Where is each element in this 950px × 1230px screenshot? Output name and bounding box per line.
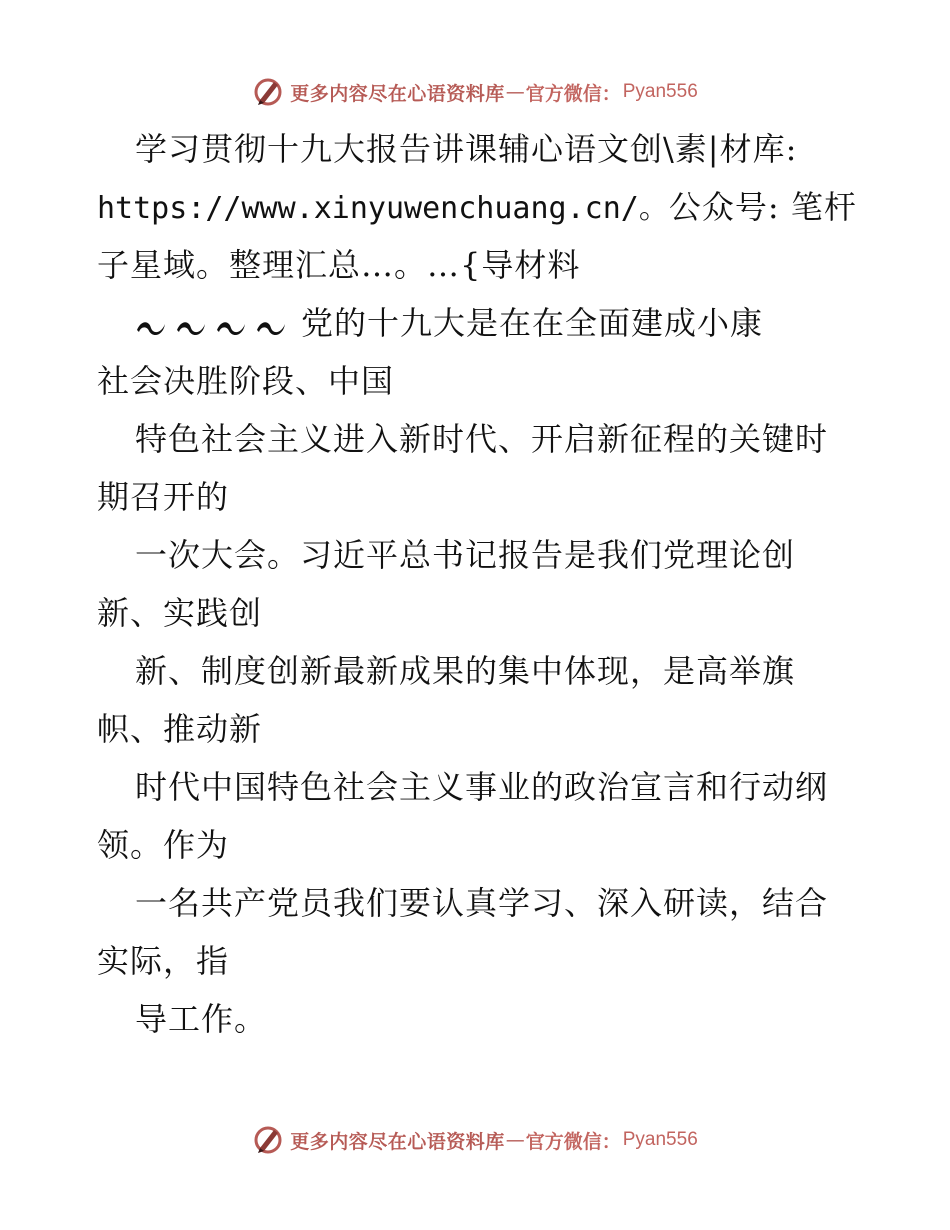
doc-text: 特色社会主义进入新时代、开启新征程的关键时	[135, 420, 829, 458]
fleuron-icon	[175, 318, 207, 338]
banner-title: 更多内容尽在心语资料库	[290, 1130, 505, 1153]
banner-wechat-label: 官方微信：	[525, 82, 621, 105]
fleuron-icon	[135, 318, 167, 338]
doc-text: 公众号: 笔杆	[668, 188, 857, 226]
header-banner	[0, 72, 950, 112]
banner-wechat-label: 官方微信：	[525, 1130, 621, 1153]
doc-line-3	[97, 236, 857, 294]
banner-title: 更多内容尽在心语资料库	[290, 82, 505, 105]
doc-text: 学习贯彻十九大报告讲课辅心语文创\素|材库:	[135, 130, 798, 168]
doc-text: 新、制度创新最新成果的集中体现，是高举旗	[135, 652, 796, 690]
fleuron-group	[135, 297, 295, 355]
doc-text: 领。作为	[97, 826, 230, 864]
doc-line-7	[97, 468, 857, 526]
doc-line-8	[97, 526, 857, 584]
doc-text: 帜、推动新	[97, 710, 263, 748]
doc-line-4	[97, 294, 857, 352]
doc-line-2	[97, 178, 857, 236]
doc-line-9	[97, 584, 857, 642]
banner-dash: —	[505, 1129, 525, 1151]
pen-circle-logo-icon	[252, 76, 284, 108]
doc-line-16	[97, 990, 857, 1048]
fleuron-icon	[215, 318, 247, 338]
footer-banner	[0, 1120, 950, 1160]
doc-line-6	[97, 410, 857, 468]
banner-wechat-id: Pyan556	[622, 1129, 698, 1150]
doc-text: 社会决胜阶段、中国	[97, 362, 395, 400]
doc-url: https://www.xinyuwenchuang.cn/。	[97, 191, 669, 226]
doc-line-15	[97, 932, 857, 990]
doc-text: 一名共产党员我们要认真学习、深入研读，结合	[135, 884, 829, 922]
doc-line-13	[97, 816, 857, 874]
pen-circle-logo-icon	[252, 1124, 284, 1156]
banner-dash: —	[505, 81, 525, 103]
doc-line-10	[97, 642, 857, 700]
doc-line-14	[97, 874, 857, 932]
doc-text: 导工作。	[135, 1000, 268, 1038]
doc-text: 子星域。整理汇总…。…{导材料	[97, 246, 581, 284]
doc-text: 一次大会。习近平总书记报告是我们党理论创	[135, 536, 796, 574]
doc-line-11	[97, 700, 857, 758]
doc-line-5	[97, 352, 857, 410]
doc-text: 期召开的	[97, 478, 230, 516]
doc-text: 新、实践创	[97, 594, 263, 632]
doc-line-12	[97, 758, 857, 816]
doc-text: 时代中国特色社会主义事业的政治宣言和行动纲	[135, 768, 829, 806]
banner-wechat-id: Pyan556	[622, 81, 698, 102]
document-body	[97, 120, 857, 1048]
fleuron-icon	[255, 318, 287, 338]
doc-text: 党的十九大是在在全面建成小康	[301, 304, 764, 342]
doc-text: 实际，指	[97, 942, 230, 980]
doc-line-1	[97, 120, 857, 178]
